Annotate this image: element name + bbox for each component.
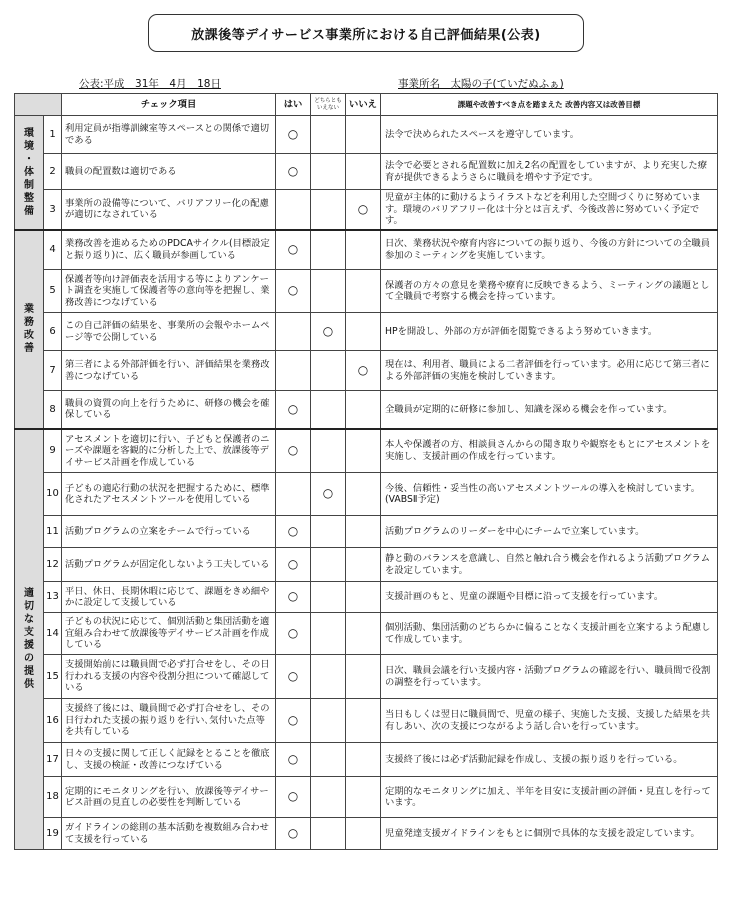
improvement-comment: 活動プログラムのリーダーを中心にチームで立案しています。 (381, 516, 718, 548)
improvement-comment: 当日もしくは翌日に職員間で、児童の様子、実施した支援、支援した結果を共有しあい、次の支援につながるよう話し合いを行っています。 (381, 699, 718, 743)
document-title-text: 放課後等デイサービス事業所における自己評価結果(公表) (191, 27, 541, 43)
improvement-comment: 静と動のバランスを意識し、自然と触れ合う機会を作れるよう活動プログラムを設定しています。 (381, 548, 718, 582)
check-item: 子どもの状況に応じて、個別活動と集団活動を適宜組み合わせて放課後等デイサービス計画を作成している (62, 613, 276, 655)
answer-yes: ○ (276, 743, 311, 777)
answer-neither (311, 190, 346, 230)
check-item: この自己評価の結果を、事業所の会報やホームページ等で公開している (62, 313, 276, 351)
answer-yes (276, 313, 311, 351)
row-number: 18 (44, 777, 62, 818)
answer-yes: ○ (276, 548, 311, 582)
answer-no (346, 613, 381, 655)
answer-no (346, 391, 381, 429)
header-blank (15, 94, 62, 116)
answer-neither (311, 699, 346, 743)
answer-yes (276, 190, 311, 230)
row-number: 17 (44, 743, 62, 777)
check-item: 日々の支援に関して正しく記録をとることを徹底し、支援の検証・改善につなげている (62, 743, 276, 777)
answer-no (346, 516, 381, 548)
answer-no (346, 743, 381, 777)
check-item: 職員の資質の向上を行うために、研修の機会を確保している (62, 391, 276, 429)
improvement-comment: 日次、業務状況や療育内容についての振り返り、今後の方針についての全職員参加のミーティングを実施しています。 (381, 230, 718, 270)
header-yes: はい (276, 94, 311, 116)
table-row (15, 473, 718, 516)
check-item: 平日、休日、長期休暇に応じて、課題をきめ細やかに設定して支援している (62, 582, 276, 613)
improvement-comment: 今後、信頼性・妥当性の高いアセスメントツールの導入を検討しています。(VABSⅡ予定) (381, 473, 718, 516)
answer-yes: ○ (276, 582, 311, 613)
header-comment: 課題や改善すべき点を踏まえた 改善内容又は改善目標 (381, 94, 718, 116)
answer-neither (311, 230, 346, 270)
table-row (15, 190, 718, 230)
check-item: 職員の配置数は適切である (62, 154, 276, 190)
answer-yes: ○ (276, 818, 311, 850)
improvement-comment: 支援計画のもと、児童の課題や目標に沿って支援を行っています。 (381, 582, 718, 613)
document-title (148, 14, 584, 52)
answer-neither (311, 351, 346, 391)
table-row (15, 613, 718, 655)
row-number: 9 (44, 429, 62, 473)
check-item: 活動プログラムが固定化しないよう工夫している (62, 548, 276, 582)
check-item: 子どもの適応行動の状況を把握するために、標準化されたアセスメントツールを使用している (62, 473, 276, 516)
answer-neither (311, 655, 346, 699)
table-row (15, 818, 718, 850)
category-environment: 環 境 ・ 体 制 整 備 (15, 116, 44, 230)
row-number: 7 (44, 351, 62, 391)
check-item: 事業所の設備等について、バリアフリー化の配慮が適切になされている (62, 190, 276, 230)
table-row (15, 743, 718, 777)
answer-no: ○ (346, 190, 381, 230)
improvement-comment: 現在は、利用者、職員による二者評価を行っています。必用に応じて第三者による外部評価の実施を検討していきます。 (381, 351, 718, 391)
answer-yes: ○ (276, 613, 311, 655)
answer-no (346, 230, 381, 270)
category-support: 適 切 な 支 援 の 提 供 (15, 429, 44, 850)
answer-yes (276, 351, 311, 391)
answer-yes: ○ (276, 230, 311, 270)
check-item: 保護者等向け評価表を活用する等によりアンケート調査を実施して保護者等の意向等を把握し、業務改善につなげている (62, 270, 276, 313)
check-item: 第三者による外部評価を行い、評価結果を業務改善につなげている (62, 351, 276, 391)
answer-no (346, 154, 381, 190)
improvement-comment: 定期的なモニタリングに加え、半年を目安に支援計画の評価・見直しを行っています。 (381, 777, 718, 818)
answer-neither (311, 270, 346, 313)
table-row (15, 516, 718, 548)
check-item: 支援終了後には、職員間で必ず打合せをし、その日行われた支援の振り返りを行い､気付いた点等を共有している (62, 699, 276, 743)
answer-no (346, 116, 381, 154)
answer-yes: ○ (276, 116, 311, 154)
answer-neither: ○ (311, 313, 346, 351)
answer-no (346, 313, 381, 351)
table-row (15, 777, 718, 818)
answer-yes: ○ (276, 777, 311, 818)
answer-yes: ○ (276, 391, 311, 429)
check-item: アセスメントを適切に行い、子どもと保護者のニーズや課題を客観的に分析した上で、放課後等デイサービス計画を作成している (62, 429, 276, 473)
table-row (15, 582, 718, 613)
table-row (15, 429, 718, 473)
answer-no: ○ (346, 351, 381, 391)
answer-yes: ○ (276, 270, 311, 313)
row-number: 12 (44, 548, 62, 582)
answer-no (346, 699, 381, 743)
row-number: 16 (44, 699, 62, 743)
row-number: 5 (44, 270, 62, 313)
row-number: 8 (44, 391, 62, 429)
table-row (15, 313, 718, 351)
row-number: 4 (44, 230, 62, 270)
answer-neither (311, 154, 346, 190)
answer-neither (311, 582, 346, 613)
row-number: 2 (44, 154, 62, 190)
answer-no (346, 270, 381, 313)
improvement-comment: 全職員が定期的に研修に参加し、知識を深める機会を作っています。 (381, 391, 718, 429)
row-number: 14 (44, 613, 62, 655)
answer-yes: ○ (276, 655, 311, 699)
improvement-comment: HPを開設し、外部の方が評価を閲覧できるよう努めていきます。 (381, 313, 718, 351)
header-no: いいえ (346, 94, 381, 116)
answer-yes: ○ (276, 429, 311, 473)
answer-no (346, 582, 381, 613)
check-item: 支援開始前には職員間で必ず打合せをし、その日行われる支援の内容や役割分担について確認している (62, 655, 276, 699)
improvement-comment: 法令で必要とされる配置数に加え2名の配置をしていますが、より充実した療育が提供できるようさらに職員を増やす予定です。 (381, 154, 718, 190)
table-row (15, 391, 718, 429)
answer-yes: ○ (276, 699, 311, 743)
row-number: 1 (44, 116, 62, 154)
row-number: 13 (44, 582, 62, 613)
check-item: 定期的にモニタリングを行い、放課後等デイサービス計画の見直しの必要性を判断している (62, 777, 276, 818)
office-name: 事業所名 太陽の子(ていだぬふぁ) (398, 78, 564, 90)
answer-no (346, 473, 381, 516)
table-row (15, 655, 718, 699)
answer-no (346, 818, 381, 850)
improvement-comment: 児童発達支援ガイドラインをもとに個別で具体的な支援を設定しています。 (381, 818, 718, 850)
publication-date: 公表:平成 31年 4月 18日 (79, 78, 221, 90)
row-number: 19 (44, 818, 62, 850)
row-number: 15 (44, 655, 62, 699)
evaluation-table (14, 93, 718, 850)
header-neither: どちらとも いえない (311, 94, 346, 116)
row-number: 3 (44, 190, 62, 230)
answer-no (346, 429, 381, 473)
answer-neither (311, 818, 346, 850)
category-improvement: 業 務 改 善 (15, 230, 44, 429)
answer-neither: ○ (311, 473, 346, 516)
answer-neither (311, 613, 346, 655)
answer-neither (311, 777, 346, 818)
check-item: ガイドラインの総則の基本活動を複数組み合わせて支援を行っている (62, 818, 276, 850)
answer-neither (311, 391, 346, 429)
table-body (15, 116, 718, 850)
check-item: 活動プログラムの立案をチームで行っている (62, 516, 276, 548)
answer-neither (311, 743, 346, 777)
row-number: 6 (44, 313, 62, 351)
header-check-item: チェック項目 (62, 94, 276, 116)
answer-neither (311, 548, 346, 582)
answer-yes: ○ (276, 516, 311, 548)
answer-neither (311, 116, 346, 154)
improvement-comment: 児童が主体的に動けるようイラストなどを利用した空間づくりに努めています。環境のバリアフリー化は十分とは言えず、今後改善に努めていく予定です。 (381, 190, 718, 230)
answer-neither (311, 429, 346, 473)
improvement-comment: 支援終了後には必ず活動記録を作成し、支援の振り返りを行っている。 (381, 743, 718, 777)
table-row (15, 548, 718, 582)
improvement-comment: 保護者の方々の意見を業務や療育に反映できるよう、ミーティングの議題として全職員で考察する機会を持っています。 (381, 270, 718, 313)
answer-no (346, 777, 381, 818)
answer-yes (276, 473, 311, 516)
table-row (15, 230, 718, 270)
table-row (15, 351, 718, 391)
check-item: 業務改善を進めるためのPDCAサイクル(目標設定と振り返り)に、広く職員が参画している (62, 230, 276, 270)
table-header-row (15, 94, 718, 116)
answer-yes: ○ (276, 154, 311, 190)
table-row (15, 116, 718, 154)
answer-neither (311, 516, 346, 548)
table-row (15, 270, 718, 313)
answer-no (346, 655, 381, 699)
answer-no (346, 548, 381, 582)
table-row (15, 154, 718, 190)
table-row (15, 699, 718, 743)
improvement-comment: 日次、職員会議を行い支援内容・活動プログラムの確認を行い、職員間で役割の調整を行っています。 (381, 655, 718, 699)
check-item: 利用定員が指導訓練室等スペースとの関係で適切である (62, 116, 276, 154)
row-number: 10 (44, 473, 62, 516)
improvement-comment: 本人や保護者の方、相談員さんからの聞き取りや観察をもとにアセスメントを実施し、支援計画の作成を行っています。 (381, 429, 718, 473)
improvement-comment: 法令で決められたスペースを遵守しています。 (381, 116, 718, 154)
improvement-comment: 個別活動、集団活動のどちらかに偏ることなく支援計画を立案するよう配慮して作成しています。 (381, 613, 718, 655)
row-number: 11 (44, 516, 62, 548)
